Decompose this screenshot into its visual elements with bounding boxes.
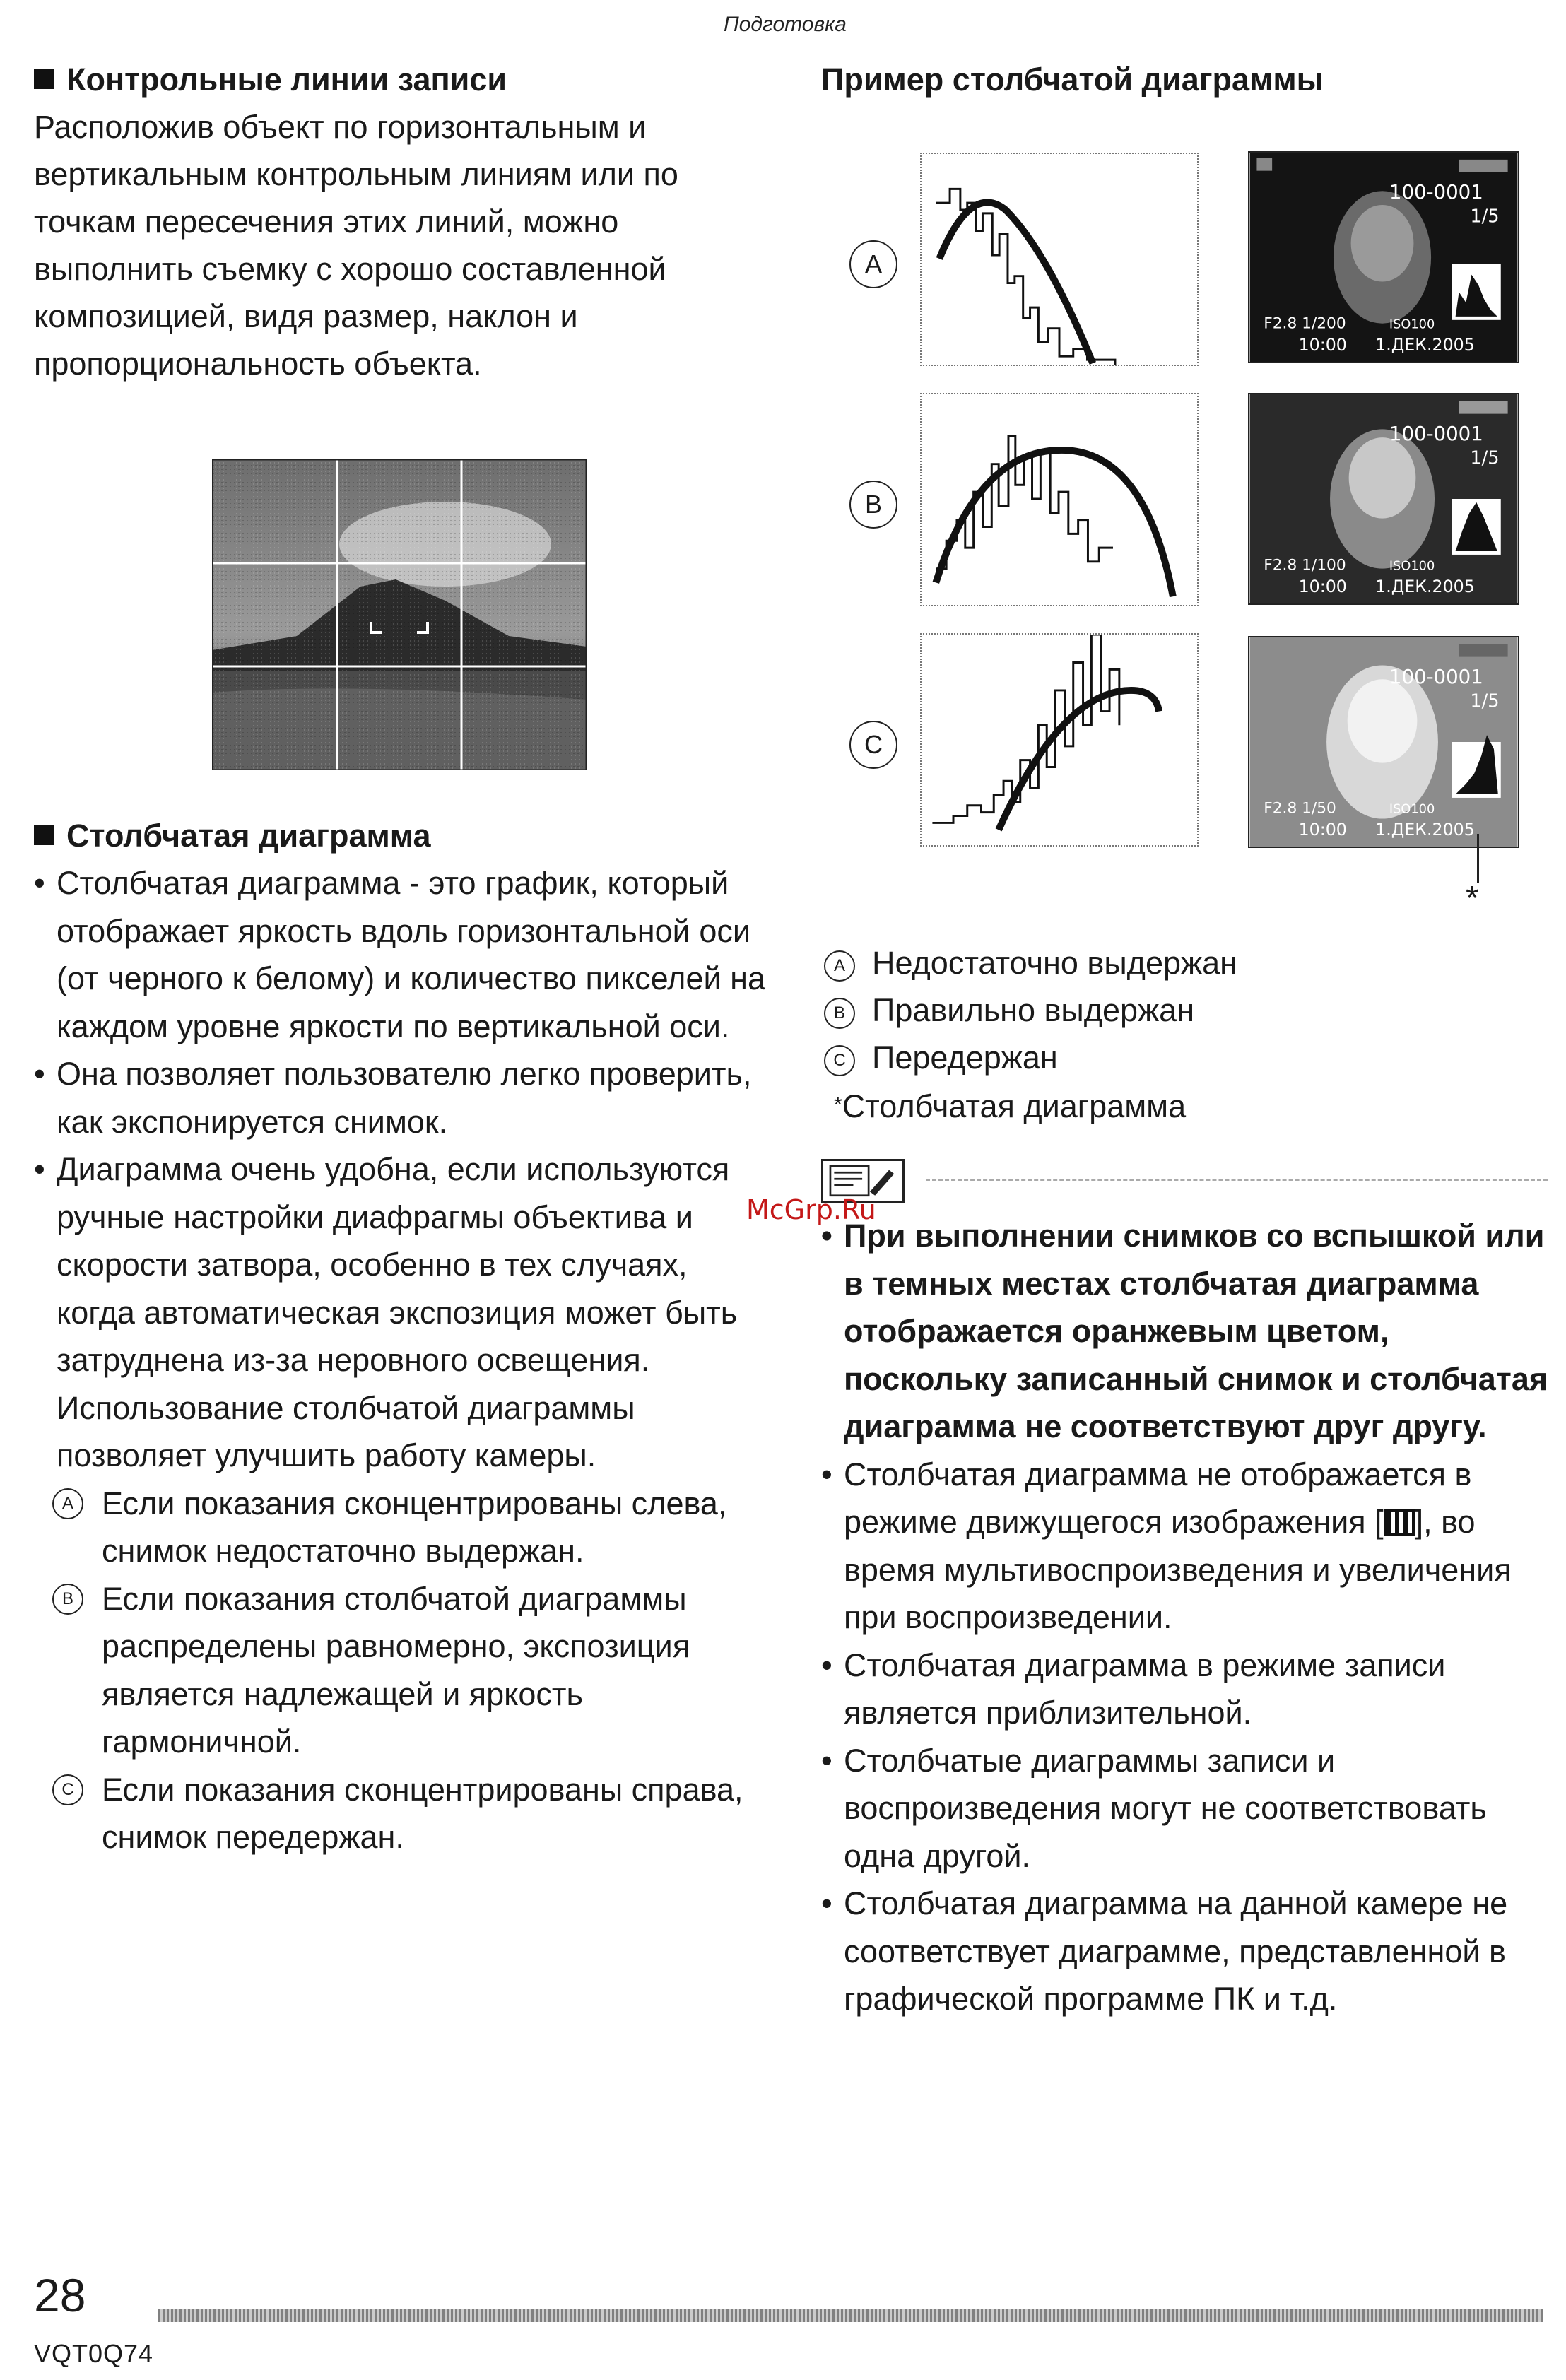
square-bullet-icon	[34, 825, 54, 845]
letter-circle-icon: C	[824, 1045, 855, 1076]
histogram-figure	[920, 633, 1199, 847]
date: 1.ДЕК.2005	[1375, 335, 1475, 355]
legend-item: C Передержан	[824, 1035, 1058, 1081]
case-item: C Если показания сконцентрированы справа, снимок передержан.	[34, 1766, 769, 1861]
guide-text: Расположив объект по горизонтальным и вертикальным контрольным линиям или по точкам пересечения этих линий, можно выполнить съемку с хорошо составленной композицией, видя размер, наклон и пропорциональность объекта.	[34, 109, 678, 382]
letter-circle-icon: B	[52, 1584, 83, 1615]
asterisk-marker: *	[1466, 880, 1479, 917]
section-label: Подготовка	[724, 13, 847, 36]
guide-lines-photo	[212, 459, 587, 770]
note-item: • Столбчатая диаграмма на данной камере не соответствует диаграмме, представленной в графической программе ПК и т.д.	[821, 1880, 1549, 2023]
document-code: VQT0Q74	[34, 2339, 154, 2368]
example-heading: Пример столбчатой диаграммы	[821, 61, 1324, 98]
note-item: • Столбчатая диаграмма в режиме записи является приблизительной.	[821, 1642, 1549, 1737]
histogram-bullet: • Диаграмма очень удобна, если используются ручные настройки диафрагмы объектива и скорости затвора, особенно в тех случаях, когда автоматическая экспозиция может быть затруднена из-за неровного освещения. Использование столбчатой диаграммы позволяет улучшить работу камеры.	[34, 1145, 769, 1480]
histogram-bullet: • Она позволяет пользователю легко проверить, как экспонируется снимок.	[34, 1050, 769, 1145]
histogram-section	[34, 813, 769, 1861]
pointer-line	[1477, 834, 1479, 883]
case-item: B Если показания столбчатой диаграммы распределены равномерно, экспозиция является надлежащей и яркость гармоничной.	[34, 1575, 769, 1766]
page-number: 28	[34, 2269, 86, 2321]
letter-circle-icon: A	[849, 240, 897, 288]
letter-circle-icon: C	[52, 1774, 83, 1805]
time: 10:00	[1298, 577, 1347, 597]
note-bold: • При выполнении снимков со вспышкой или в темных местах столбчатая диаграмма отображается оранжевым цветом, поскольку записанный снимок и столбчатая диаграмма не соответствуют друг другу.	[821, 1212, 1549, 1451]
date: 1.ДЕК.2005	[1375, 577, 1475, 597]
square-bullet-icon	[34, 69, 54, 89]
note-divider	[926, 1179, 1548, 1181]
note-item: • Столбчатые диаграммы записи и воспроизведения могут не соответствовать одна другой.	[821, 1737, 1549, 1880]
time: 10:00	[1298, 820, 1347, 840]
histogram-heading: Столбчатая диаграмма	[34, 813, 769, 859]
letter-circle-icon: B	[849, 481, 897, 529]
motion-picture-icon	[1384, 1509, 1415, 1536]
histogram-figure	[920, 153, 1199, 366]
camera-screen	[1248, 393, 1519, 605]
file-number: 100-0001	[1389, 180, 1483, 204]
notes-section	[821, 1212, 1549, 2023]
image-count: 1/5	[1470, 447, 1500, 469]
iso-value: ISO100	[1389, 802, 1435, 817]
camera-screen	[1248, 151, 1519, 363]
letter-circle-icon: A	[52, 1488, 83, 1519]
histogram-bullet: • Столбчатая диаграмма - это график, который отображает яркость вдоль горизонтальной оси (от черного к белому) и количество пикселей на каждом уровне яркости по вертикальной оси.	[34, 859, 769, 1050]
image-count: 1/5	[1470, 690, 1500, 712]
legend-item: *Столбчатая диаграмма	[834, 1088, 1187, 1124]
iso-value: ISO100	[1389, 559, 1435, 574]
time: 10:00	[1298, 335, 1347, 355]
file-number: 100-0001	[1389, 422, 1483, 446]
note-item: • Столбчатая диаграмма не отображается в режиме движущегося изображения [ ], во время мультивоспроизведения и увеличения при воспроизведении.	[821, 1451, 1549, 1642]
watermark: McGrp.Ru	[746, 1194, 876, 1225]
letter-circle-icon: B	[824, 998, 855, 1029]
camera-screen	[1248, 636, 1519, 848]
legend-item: A Недостаточно выдержан	[824, 940, 1237, 986]
exposure-settings: F2.8 1/100	[1264, 556, 1346, 575]
exposure-settings: F2.8 1/50	[1264, 799, 1336, 818]
case-item: A Если показания сконцентрированы слева, снимок недостаточно выдержан.	[34, 1480, 769, 1575]
legend-item: B Правильно выдержан	[824, 987, 1194, 1034]
histogram-figure	[920, 393, 1199, 606]
image-count: 1/5	[1470, 206, 1500, 228]
exposure-settings: F2.8 1/200	[1264, 314, 1346, 333]
letter-circle-icon: C	[849, 721, 897, 769]
date: 1.ДЕК.2005	[1375, 820, 1475, 840]
footer-bar	[158, 2309, 1543, 2322]
example-column	[821, 57, 1542, 103]
guide-heading: Контрольные линии записи	[34, 57, 769, 103]
left-column	[34, 57, 769, 387]
file-number: 100-0001	[1389, 665, 1483, 689]
letter-circle-icon: A	[824, 950, 855, 982]
iso-value: ISO100	[1389, 317, 1435, 332]
